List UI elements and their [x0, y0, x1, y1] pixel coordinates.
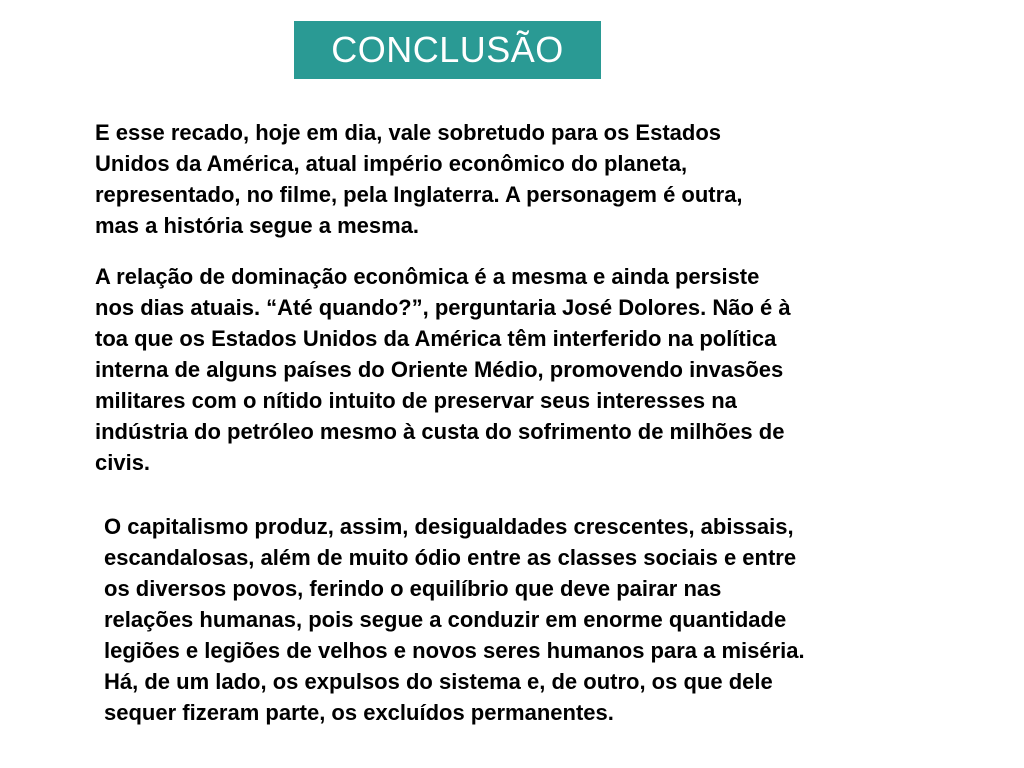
- paragraph-line: civis.: [95, 450, 151, 475]
- paragraph-line: nos dias atuais. “Até quando?”, perguntaria José Dolores. Não é à: [95, 295, 791, 320]
- slide-title: CONCLUSÃO: [294, 21, 601, 79]
- paragraph-line: E esse recado, hoje em dia, vale sobretudo para os Estados: [95, 120, 722, 145]
- paragraph-line: sequer fizeram parte, os excluídos permanentes.: [104, 700, 614, 725]
- paragraph-line: indústria do petróleo mesmo à custa do sofrimento de milhões de: [95, 419, 785, 444]
- paragraph-line: mas a história segue a mesma.: [95, 213, 420, 238]
- paragraph-line: relações humanas, pois segue a conduzir em enorme quantidade: [104, 607, 787, 632]
- paragraph-line: A relação de dominação econômica é a mesma e ainda persiste: [95, 264, 760, 289]
- paragraph-line: toa que os Estados Unidos da América têm interferido na política: [95, 326, 777, 351]
- paragraph-3: [104, 511, 805, 728]
- paragraph-line: legiões e legiões de velhos e novos seres humanos para a miséria.: [104, 638, 805, 663]
- paragraph-line: militares com o nítido intuito de preservar seus interesses na: [95, 388, 737, 413]
- paragraph-line: representado, no filme, pela Inglaterra. A personagem é outra,: [95, 182, 743, 207]
- paragraph-line: os diversos povos, ferindo o equilíbrio que deve pairar nas: [104, 576, 722, 601]
- paragraph-line: interna de alguns países do Oriente Médio, promovendo invasões: [95, 357, 784, 382]
- paragraph-2: [95, 261, 791, 478]
- paragraph-line: Há, de um lado, os expulsos do sistema e, de outro, os que dele: [104, 669, 773, 694]
- paragraph-line: escandalosas, além de muito ódio entre as classes sociais e entre: [104, 545, 797, 570]
- paragraph-line: O capitalismo produz, assim, desigualdades crescentes, abissais,: [104, 514, 794, 539]
- paragraph-line: Unidos da América, atual império econômico do planeta,: [95, 151, 688, 176]
- paragraph-1: [95, 117, 743, 241]
